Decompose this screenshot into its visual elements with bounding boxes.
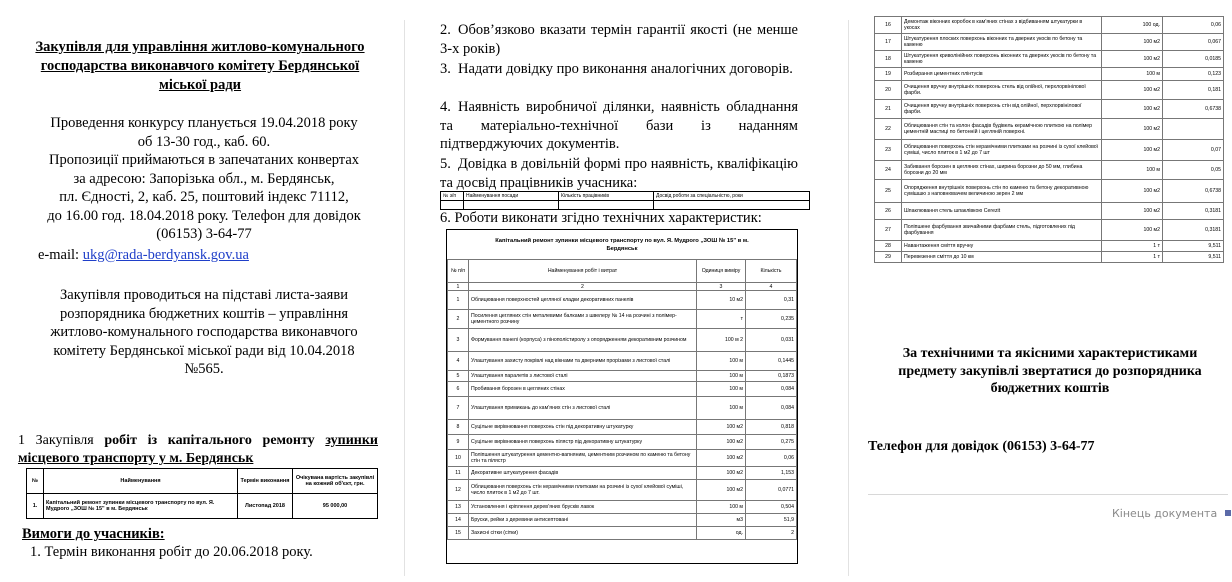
spec-cell-quantity: 9,511	[1163, 252, 1224, 263]
spec-cell-description: Очищення вручну внутрішніх поверхонь стін від олійної, перхлорвінілової фарби.	[902, 100, 1102, 119]
lot-bold: робіт із капітального ремонту	[104, 433, 315, 448]
spec-cell-number: 29	[875, 252, 902, 263]
item-text: Довідка в довільній формі про наявність, кваліфікацію та досвід працівників учасника:	[440, 156, 798, 191]
staff-table	[440, 191, 810, 210]
spec-cell-unit: 100 м2	[1102, 100, 1163, 119]
spec-cell-quantity: 0,275	[746, 435, 797, 450]
lot-header-cell: Очікувана вартість закупівлі на кожний об'єкт, грн.	[293, 469, 378, 494]
page-2	[416, 0, 812, 582]
spec-cell-unit: 100 од.	[1102, 17, 1163, 34]
spec-cell-description: Опорядження внутрішніх поверхонь стін по каменю та бетону декоративною сумішшю з наповнювачем величиною зерен 2 мм	[902, 180, 1102, 203]
spec-row	[875, 252, 1224, 263]
requirement-item	[440, 21, 798, 58]
spec-row	[875, 119, 1224, 140]
basis-line: Закупівля проводиться на підставі листа-заяви	[60, 287, 348, 303]
spec-cell-quantity: 0,6738	[1163, 100, 1224, 119]
spec-row	[448, 527, 797, 540]
item-number: 2.	[440, 22, 451, 38]
spec-row	[448, 382, 797, 397]
spec-cell-quantity: 0,181	[1163, 81, 1224, 100]
spec-cell-number: 18	[875, 51, 902, 68]
spec-cell-description: Штукатурення криволінійних поверхонь віконних та дверних укосів по бетону та каменю	[902, 51, 1102, 68]
lot-header-cell: Термін виконання	[238, 469, 293, 494]
spec-cell-description: Облицювання поверхонь стін керамічними плитками на розчині із сухої клейової суміші, число плиток в 1 м2 до 7 шт.	[469, 480, 697, 501]
spec-cell-number: 20	[875, 81, 902, 100]
lot-prefix: 1 Закупівля	[18, 433, 105, 448]
spec-title: Капітальний ремонт зупинки місцевого транспорту по вул. Я. Мудрого „ЗОШ № 15" в м. Бердянськ	[495, 238, 749, 252]
spec-cell-description: Демонтаж віконних коробок в кам’яних стінах з відбиванням штукатурки в укосах	[902, 17, 1102, 34]
spec-cell-unit: 1 т	[1102, 252, 1163, 263]
staff-header-cell: Найменування посади	[464, 192, 559, 201]
spec-row	[875, 34, 1224, 51]
spec-cell-quantity: 0,06	[1163, 17, 1224, 34]
intro-line: об 13-30 год., каб. 60.	[137, 133, 271, 150]
spec-cell-quantity: 0,031	[746, 329, 797, 352]
spec-cell-quantity: 0,31	[746, 291, 797, 310]
email-label: e-mail:	[38, 247, 83, 263]
lot-header-cell: Найменування	[44, 469, 238, 494]
spec-row	[875, 180, 1224, 203]
spec-cell-number: 17	[875, 34, 902, 51]
spec-row	[875, 51, 1224, 68]
basis-text	[14, 286, 394, 379]
spec-cell-description: Поліпшене фарбування звичайними фарбами стель, підготовлених під фарбування	[902, 220, 1102, 241]
spec-cell-number: 3	[448, 329, 469, 352]
spec-cell-description: Захисні сітки (сітки)	[469, 527, 697, 540]
note-line: За технічними та якісними характеристиками	[902, 346, 1198, 361]
end-divider	[868, 494, 1228, 495]
requirement-item	[440, 155, 798, 192]
spec-cell-number: 23	[875, 140, 902, 161]
spec-cell-unit: 100 м	[697, 352, 746, 371]
requirement-item	[440, 60, 798, 79]
spec-cell-unit: 100 м 2	[697, 329, 746, 352]
requirement-item: 6. Роботи виконати згідно технічних характеристик:	[440, 210, 762, 226]
spec-cell-description: Шпаклювання стель шпаклівкою Cеrezit	[902, 203, 1102, 220]
spec-cell-unit: 100 м2	[697, 435, 746, 450]
spec-table-container	[874, 16, 1224, 263]
spec-table-continued	[874, 16, 1224, 263]
spec-cell-quantity: 0,0771	[746, 480, 797, 501]
staff-header-cell: Досвід роботи за спеціальністю, роки	[654, 192, 810, 201]
spec-header-row	[448, 260, 797, 283]
note-line: предмету закупівлі звертатися до розпорядника	[898, 363, 1202, 379]
spec-row	[875, 140, 1224, 161]
item-text: Надати довідку про виконання аналогічних договорів.	[458, 61, 793, 77]
intro-line: Проведення конкурсу планується 19.04.2018 року	[50, 115, 358, 131]
spec-row	[875, 81, 1224, 100]
spec-cell-unit: 100 м2	[1102, 34, 1163, 51]
spec-cell-quantity: 0,3181	[1163, 220, 1224, 241]
spec-cell-number: 21	[875, 100, 902, 119]
spec-row	[448, 467, 797, 480]
phone-text: Телефон для довідок (06153) 3-64-77	[868, 439, 1095, 454]
spec-cell-quantity: 1,153	[746, 467, 797, 480]
spec-cell-unit: од.	[697, 527, 746, 540]
end-marker-icon	[1225, 510, 1231, 516]
spec-cell-number: 5	[448, 371, 469, 382]
page-separator	[848, 20, 849, 576]
spec-cell-description: Облицювання поверхностей цегляної кладки декоративних панелів	[469, 291, 697, 310]
lot-cell: Листопад 2018	[238, 494, 293, 519]
intro-text	[14, 114, 394, 244]
spec-cell-description: Пробивання борозен в цегляних стінах	[469, 382, 697, 397]
spec-cell-quantity: 0,818	[746, 420, 797, 435]
spec-cell-number: 9	[448, 435, 469, 450]
spec-row	[448, 329, 797, 352]
spec-row	[448, 480, 797, 501]
spec-cell-description: Декоративне штукатурення фасадів	[469, 467, 697, 480]
intro-line: до 16.00 год. 18.04.2018 року. Телефон для довідок	[47, 207, 361, 224]
spec-cell-number: 14	[448, 514, 469, 527]
spec-cell-description: Забивання борозен в цегляних стінах, ширина борозни до 50 мм, глибина борозни до 20 мм	[902, 161, 1102, 180]
spec-cell-unit: 100 м	[697, 397, 746, 420]
spec-col-number: 4	[746, 283, 797, 291]
page-1	[8, 0, 400, 582]
item-text: Наявність виробничої ділянки, наявність обладнання та матеріально-технічної бази із наданням підтверджуючих документів.	[440, 99, 798, 152]
spec-table	[447, 259, 797, 540]
spec-row	[875, 100, 1224, 119]
requirement-item: 1. Термін виконання робіт до 20.06.2018 року.	[30, 544, 313, 560]
spec-row	[875, 203, 1224, 220]
staff-header-cell: Кількість працівників	[559, 192, 654, 201]
email-line	[38, 247, 249, 264]
intro-line: пл. Єдності, 2, каб. 25, поштовий індекс 71112,	[59, 189, 349, 205]
spec-cell-quantity: 0,504	[746, 501, 797, 514]
spec-cell-number: 7	[448, 397, 469, 420]
end-of-document	[1112, 507, 1231, 520]
note-line: бюджетних коштів	[990, 381, 1110, 396]
spec-cell-unit: т	[697, 310, 746, 329]
spec-cell-description: Очищення вручну внутрішніх поверхонь стель від олійної, перхлорвінілової фарби.	[902, 81, 1102, 100]
spec-cell-description: Установлення і кріплення дерев’яних брусків лавок	[469, 501, 697, 514]
spec-cell-quantity: 0,1445	[746, 352, 797, 371]
spec-cell-unit: 100 м2	[697, 420, 746, 435]
spec-row	[875, 17, 1224, 34]
document-title: Закупівля для управління житлово-комунального господарства виконавчого комітету Бердянської міської ради	[35, 39, 365, 93]
spec-cell-unit: 100 м2	[1102, 140, 1163, 161]
spec-col-number: 3	[697, 283, 746, 291]
spec-header-cell: Найменування робіт і витрат	[469, 260, 697, 283]
requirement-item	[440, 98, 798, 154]
spec-cell-unit: 100 м2	[697, 467, 746, 480]
basis-line: №565.	[184, 361, 224, 377]
spec-row	[448, 371, 797, 382]
lot-header-cell: №	[27, 469, 44, 494]
spec-cell-unit: м3	[697, 514, 746, 527]
spec-cell-unit: 100 м	[697, 382, 746, 397]
email-link[interactable]: ukg@rada-berdyansk.gov.ua	[82, 247, 249, 263]
spec-header-cell: Одиниця виміру	[697, 260, 746, 283]
basis-line: житлово-комунального господарства виконавчого	[50, 324, 358, 340]
item-text: Обов’язково вказати термін гарантії якості (не менше 3-х років)	[440, 22, 798, 57]
spec-cell-unit: 10 м2	[697, 291, 746, 310]
item-number: 3.	[440, 61, 451, 77]
spec-cell-number: 2	[448, 310, 469, 329]
spec-cell-number: 4	[448, 352, 469, 371]
basis-line: розпорядника бюджетних коштів – управління	[59, 305, 349, 322]
spec-cell-number: 8	[448, 420, 469, 435]
spec-col-number: 1	[448, 283, 469, 291]
spec-cell-quantity: 51,9	[746, 514, 797, 527]
spec-cell-quantity: 0,0185	[1163, 51, 1224, 68]
spec-row	[448, 435, 797, 450]
spec-col-number: 2	[469, 283, 697, 291]
spec-cell-unit: 100 м	[1102, 161, 1163, 180]
spec-cell-number: 11	[448, 467, 469, 480]
spec-cell-number: 26	[875, 203, 902, 220]
spec-cell-description: Облицювання стін та колон фасадів будівель керамічною плиткою на полімер цементній мастиці по бетонній і цегляній поверхні.	[902, 119, 1102, 140]
spec-cell-number: 13	[448, 501, 469, 514]
spec-cell-description: Перевезення сміття до 10 км	[902, 252, 1102, 263]
lot-heading	[18, 432, 378, 468]
spec-row	[875, 161, 1224, 180]
lot-underlined: зупинки місцевого транспорту у м. Бердянськ	[18, 433, 378, 466]
spec-cell-unit: 100 м2	[697, 450, 746, 467]
spec-cell-description: Облицювання поверхонь стін керамічними плитками на розчині із сухої клейової суміші, число плиток в 1 м2 до 7 шт	[902, 140, 1102, 161]
spec-cell-quantity: 2	[746, 527, 797, 540]
spec-cell-number: 27	[875, 220, 902, 241]
note-text	[868, 345, 1232, 398]
spec-cell-unit: 100 м2	[1102, 119, 1163, 140]
spec-cell-number: 24	[875, 161, 902, 180]
spec-row	[448, 352, 797, 371]
spec-cell-unit: 100 м2	[1102, 180, 1163, 203]
spec-cell-description: Суцільне вирівнювання поверхонь стін під декоративну штукатурку	[469, 420, 697, 435]
spec-row	[448, 291, 797, 310]
end-label: Кінець документа	[1112, 507, 1218, 520]
spec-cell-description: Посилення цегляних стін металевими балками з швелеру № 14 на розчині з полімер-цементного розчину	[469, 310, 697, 329]
spec-cell-unit: 100 м	[697, 501, 746, 514]
spec-cell-number: 19	[875, 68, 902, 81]
spec-number-row	[448, 283, 797, 291]
lot-cell: 1.	[27, 494, 44, 519]
spec-cell-description: Улаштування захисту покрівлі над вікнами та дверними прорізами з листової сталі	[469, 352, 697, 371]
item-number: 5.	[440, 156, 451, 172]
intro-line: (06153) 3-64-77	[156, 226, 252, 242]
spec-cell-number: 6	[448, 382, 469, 397]
spec-cell-description: Навантаження сміття вручну	[902, 241, 1102, 252]
spec-cell-number: 15	[448, 527, 469, 540]
page-separator	[404, 20, 405, 576]
intro-line: за адресою: Запорізька обл., м. Бердянськ,	[73, 170, 335, 187]
spec-cell-quantity: 0,06	[746, 450, 797, 467]
spec-cell-number: 16	[875, 17, 902, 34]
staff-header-cell: № з/п	[441, 192, 464, 201]
spec-cell-quantity: 0,07	[1163, 140, 1224, 161]
spec-cell-description: Штукатурення плоских поверхонь віконних та дверних укосів по бетону та каменю	[902, 34, 1102, 51]
spec-cell-number: 1	[448, 291, 469, 310]
spec-cell-quantity: 0,235	[746, 310, 797, 329]
spec-cell-description: Формування панелі (корпуса) з пінополістиролу з опорядженням декоративним розчином	[469, 329, 697, 352]
spec-row	[448, 501, 797, 514]
spec-cell-description: Розбирання цементних плінтусів	[902, 68, 1102, 81]
spec-cell-quantity: 9,511	[1163, 241, 1224, 252]
spec-header-cell: № п/п	[448, 260, 469, 283]
spec-cell-quantity	[1163, 119, 1224, 140]
spec-row	[448, 420, 797, 435]
spec-row	[875, 220, 1224, 241]
item-number: 4.	[440, 99, 451, 115]
lot-cell: Капітальний ремонт зупинки місцевого транспорту по вул. Я. Мудрого „ЗОШ № 15" в м. Бердянськ	[44, 494, 238, 519]
spec-cell-unit: 100 м2	[1102, 81, 1163, 100]
spec-cell-quantity: 0,1873	[746, 371, 797, 382]
spec-cell-quantity: 0,084	[746, 382, 797, 397]
spec-cell-unit: 100 м2	[697, 480, 746, 501]
spec-cell-quantity: 0,6738	[1163, 180, 1224, 203]
spec-cell-description: Суцільне вирівнювання поверхонь пілястр під декоративну штукатурку	[469, 435, 697, 450]
spec-row	[448, 514, 797, 527]
spec-cell-description: Бруски, рейки з деревини антисептовані	[469, 514, 697, 527]
requirements-title: Вимоги до учасників:	[22, 526, 165, 542]
spec-row	[448, 450, 797, 467]
spec-cell-description: Поліпшення штукатурення цементно-вапняним, цементним розчином по каменю та бетону стін та пілястр	[469, 450, 697, 467]
intro-line: Пропозиції приймаються в запечатаних конвертах	[48, 152, 360, 168]
spec-cell-unit: 100 м2	[1102, 220, 1163, 241]
spec-cell-quantity: 0,067	[1163, 34, 1224, 51]
spec-cell-number: 12	[448, 480, 469, 501]
spec-row	[875, 241, 1224, 252]
spec-row	[875, 68, 1224, 81]
page-3	[862, 0, 1232, 582]
basis-line: комітету Бердянської міської ради від 10.04.2018	[53, 342, 355, 359]
spec-table-container	[446, 229, 798, 564]
spec-cell-number: 22	[875, 119, 902, 140]
spec-cell-unit: 1 т	[1102, 241, 1163, 252]
spec-cell-unit: 100 м2	[1102, 203, 1163, 220]
spec-row	[448, 397, 797, 420]
spec-cell-number: 28	[875, 241, 902, 252]
spec-cell-unit: 100 м	[1102, 68, 1163, 81]
spec-cell-number: 25	[875, 180, 902, 203]
spec-cell-description: Улаштування паралетів з листової сталі	[469, 371, 697, 382]
spec-cell-number: 10	[448, 450, 469, 467]
spec-cell-description: Улаштування примикань до кам’яних стін з листової сталі	[469, 397, 697, 420]
spec-cell-quantity: 0,3181	[1163, 203, 1224, 220]
spec-cell-unit: 100 м2	[1102, 51, 1163, 68]
spec-cell-unit: 100 м	[697, 371, 746, 382]
spec-cell-quantity: 0,123	[1163, 68, 1224, 81]
spec-cell-quantity: 0,05	[1163, 161, 1224, 180]
spec-header-cell: Кількість	[746, 260, 797, 283]
spec-cell-quantity: 0,084	[746, 397, 797, 420]
spec-row	[448, 310, 797, 329]
lot-cell: 95 000,00	[293, 494, 378, 519]
lot-table	[26, 468, 378, 519]
